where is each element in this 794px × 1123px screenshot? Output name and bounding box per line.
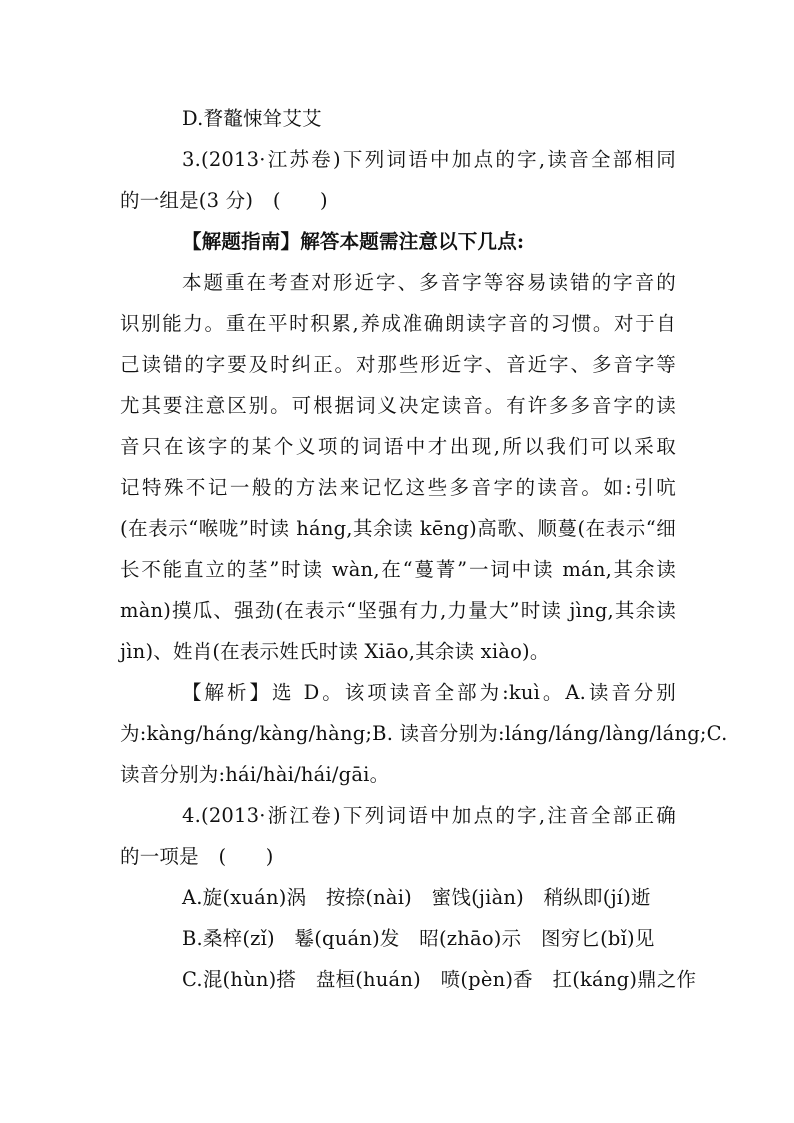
analysis-line-3: 读音分别为:hái/hài/hái/gāi。: [120, 763, 390, 786]
guide-paragraph-line-10: jìn)、姓肖(在表示姓氏时读 Xiāo,其余读 xiào)。: [120, 640, 550, 663]
option-b-line: B.桑梓(zǐ) 鬈(quán)发 昭(zhāo)示 图穷匕(bǐ)见: [182, 927, 655, 950]
guide-paragraph-line-1: 本题重在考查对形近字、多音字等容易读错的字音的: [182, 271, 676, 294]
option-c-line: C.混(hùn)搭 盘桓(huán) 喷(pèn)香 扛(káng)鼎之作: [182, 968, 697, 991]
guide-paragraph-line-9: màn)摸瓜、强劲(在表示“坚强有力,力量大”时读 jìng,其余读: [120, 599, 676, 622]
guide-paragraph-line-7: (在表示“喉咙”时读 háng,其余读 kēng)高歌、顺蔓(在表示“细: [120, 517, 676, 540]
document-page: [120, 98, 728, 1000]
analysis-line-1: 【解析】选 D。该项读音全部为:kuì。A.读音分别: [182, 681, 676, 704]
guide-paragraph-line-4: 尤其要注意区别。可根据词义决定读音。有许多多音字的读: [120, 394, 676, 417]
question-4-line-1: 4.(2013·浙江卷)下列词语中加点的字,注音全部正确: [182, 804, 676, 827]
option-a-line: A.旋(xuán)涡 按捺(nài) 蜜饯(jiàn) 稍纵即(jí)逝: [182, 886, 651, 909]
guide-paragraph-line-2: 识别能力。重在平时积累,养成准确朗读字音的习惯。对于自: [120, 312, 676, 335]
question-4-line-2: 的一项是 ( ): [120, 845, 274, 868]
guide-paragraph-line-6: 记特殊不记一般的方法来记忆这些多音字的读音。如:引吭: [120, 476, 676, 499]
solution-guide-heading: 【解题指南】解答本题需注意以下几点:: [182, 230, 525, 253]
guide-paragraph-line-8: 长不能直立的茎”时读 wàn,在“蔓菁”一词中读 mán,其余读: [120, 558, 676, 581]
question-3-line-1: 3.(2013·江苏卷)下列词语中加点的字,读音全部相同: [182, 148, 676, 171]
option-d-line: D.瞀鼇悚耸艾艾: [182, 107, 322, 130]
guide-paragraph-line-3: 己读错的字要及时纠正。对那些形近字、音近字、多音字等: [120, 353, 676, 376]
analysis-line-2: 为:kàng/háng/kàng/hàng;B. 读音分别为:láng/láng/làng/láng;C.: [120, 722, 728, 745]
guide-paragraph-line-5: 音只在该字的某个义项的词语中才出现,所以我们可以采取: [120, 435, 676, 458]
question-3-line-2: 的一组是(3 分) ( ): [120, 189, 328, 212]
